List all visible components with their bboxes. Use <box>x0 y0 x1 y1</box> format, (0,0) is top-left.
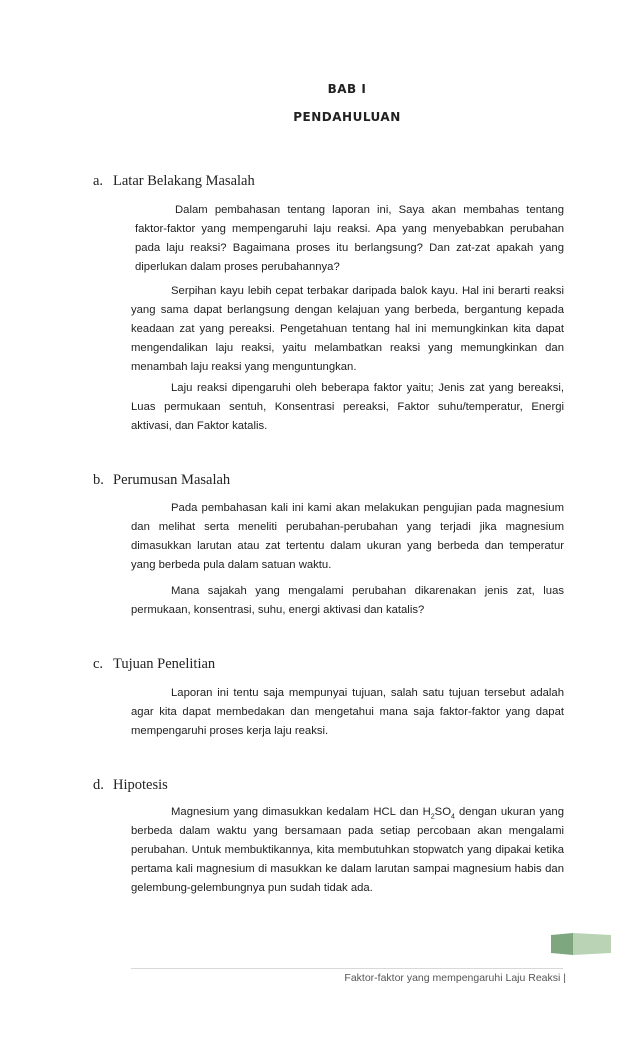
text-fragment: dengan ukuran yang berbeda dalam waktu yang bersamaan pada setiap percobaan akan mengalami perubahan. Untuk membuktikannya, kita membutuhkan stopwatch yang dipakai ketika pertama kali magnesium di masukkan ke dalam larutan sampai magnesium habis dan gelembung-gelembungnya pun sudah tidak ada. <box>131 806 564 894</box>
paragraph: Dalam pembahasan tentang laporan ini, Saya akan membahas tentang faktor-faktor yang mempengaruhi laju reaksi. Apa yang menyebabkan perubahan pada laju reaksi? Bagaimana proses itu berlangsung? Dan zat-zat apakah yang diperlukan dalam proses perubahannya? <box>135 204 564 273</box>
section-letter: a. <box>93 173 104 189</box>
chapter-title: PENDAHULUAN <box>293 110 401 124</box>
section-heading-hipotesis <box>93 777 168 794</box>
section-letter: c. <box>93 656 104 672</box>
paragraph-hipotesis <box>131 803 564 898</box>
text-fragment: Magnesium yang dimasukkan kedalam HCL dan H <box>171 806 431 818</box>
section-title: Perumusan Masalah <box>113 472 231 488</box>
chapter-label: BAB I <box>327 82 367 96</box>
paragraph: Laju reaksi dipengaruhi oleh beberapa faktor yaitu; Jenis zat yang bereaksi, Luas permukaan sentuh, Konsentrasi pereaksi, Faktor suhu/temperatur, Energi aktivasi, dan Faktor katalis. <box>131 382 564 432</box>
section-heading-tujuan-penelitian <box>93 656 215 673</box>
paragraph: Serpihan kayu lebih cepat terbakar daripada balok kayu. Hal ini berarti reaksi yang sama dapat berlangsung dengan kelajuan yang berbeda, bergantung kepada keadaan zat yang pereaksi. Pengetahuan tentang hal ini memungkinkan kita dapat mengendalikan laju reaksi, yaitu melambatkan reaksi yang memungkinkan dan menambah laju reaksi yang menguntungkan. <box>131 285 564 373</box>
section-letter: d. <box>93 777 104 793</box>
section-title: Latar Belakang Masalah <box>113 173 255 189</box>
section-letter: b. <box>93 472 104 488</box>
paragraph: Mana sajakah yang mengalami perubahan dikarenakan jenis zat, luas permukaan, konsentrasi, suhu, energi aktivasi dan katalis? <box>131 585 564 616</box>
footer-running-title: Faktor-faktor yang mempengaruhi Laju Reaksi | <box>344 972 566 984</box>
subscript: 4 <box>451 813 455 821</box>
text-fragment: SO <box>434 806 451 818</box>
section-heading-latar-belakang <box>93 173 255 190</box>
subscript: 2 <box>430 813 435 821</box>
section-title: Tujuan Penelitian <box>113 656 216 672</box>
footer-divider <box>131 968 563 969</box>
page-corner-decoration <box>551 933 611 955</box>
paragraph: Pada pembahasan kali ini kami akan melakukan pengujian pada magnesium dan melihat serta meneliti perubahan-perubahan yang terjadi jika magnesium dimasukkan larutan atau zat tertentu dalam ukuran yang berbeda dan temperatur yang berbeda pula dalam satuan waktu. <box>131 502 564 571</box>
section-heading-perumusan-masalah <box>93 472 230 489</box>
paragraph: Laporan ini tentu saja mempunyai tujuan, salah satu tujuan tersebut adalah agar kita dapat membedakan dan mengetahui mana saja faktor-faktor yang dapat mempengaruhi proses kerja laju reaksi. <box>131 687 564 737</box>
section-title: Hipotesis <box>113 777 168 793</box>
